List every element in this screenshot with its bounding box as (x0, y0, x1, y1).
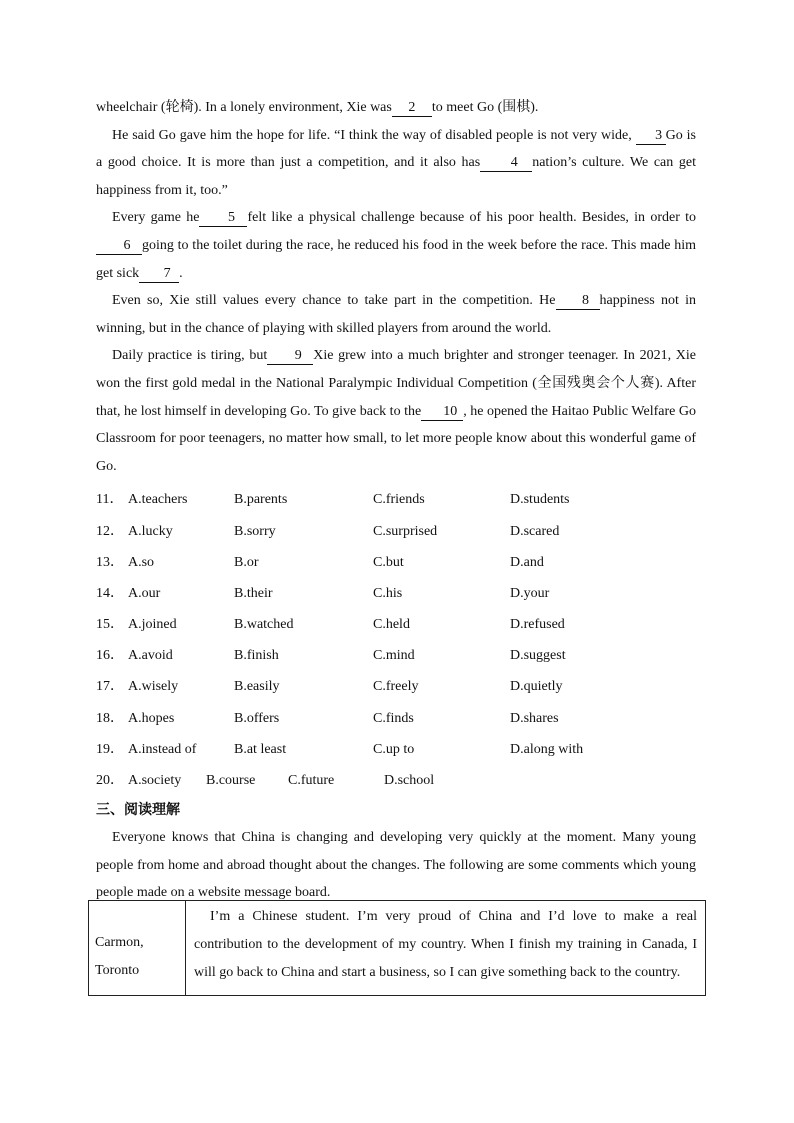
question-20 (96, 765, 696, 796)
p2-text-2: Go is a good choice. It is more than just a competition, and it also has (96, 127, 696, 171)
p1-text-2: to meet Go (围棋). (431, 100, 539, 115)
comments-table (88, 900, 706, 996)
passage-paragraph-1 (96, 94, 696, 122)
option-a: A.joined (128, 617, 177, 633)
option-c: C.future (288, 773, 335, 788)
option-b: B.easily (234, 679, 280, 695)
option-b: B.parents (234, 492, 288, 508)
option-d: D.students (510, 492, 570, 508)
option-d: D.and (510, 554, 544, 570)
p4-text-2: happiness not in winning, but in the chance of playing with skilled players from around the world. (96, 293, 697, 336)
question-number: 19． (96, 741, 124, 757)
p2-text-3: nation’s culture. We can get happiness from it, too.” (96, 155, 696, 198)
option-b: B.their (234, 585, 273, 601)
question-18 (96, 703, 696, 734)
option-d: D.quietly (510, 679, 563, 695)
question-number: 12． (96, 523, 124, 539)
passage-paragraph-5 (96, 342, 696, 480)
question-15 (96, 609, 696, 640)
option-b: B.finish (234, 648, 279, 664)
option-c: C.held (373, 617, 410, 633)
option-a: A.hopes (128, 710, 175, 726)
option-c: C.surprised (373, 523, 438, 539)
option-d: D.school (384, 773, 435, 788)
blank-9: 9 (267, 348, 313, 365)
p3-text-1: Every game he (112, 210, 200, 226)
option-a: A.avoid (128, 648, 173, 664)
p3-text-4: . (179, 265, 183, 281)
p5-text-1: Daily practice is tiring, but (112, 348, 268, 364)
comment-text (186, 901, 706, 996)
option-b: B.at least (234, 741, 287, 757)
option-b: B.sorry (234, 523, 276, 539)
option-b: B.or (234, 554, 259, 570)
blank-8: 8 (556, 293, 600, 310)
blank-6: 6 (96, 238, 142, 255)
option-d: D.along with (510, 741, 584, 757)
question-number: 15． (96, 617, 124, 633)
question-19 (96, 734, 696, 765)
option-a: A.wisely (128, 679, 179, 695)
commenter-name: Carmon, (95, 935, 144, 950)
question-number: 16． (96, 648, 124, 664)
answer-options (96, 484, 696, 796)
question-16 (96, 640, 696, 671)
p3-text-3: going to the toilet during the race, he reduced his food in the week before the race. This made him get sick (96, 237, 696, 281)
question-14 (96, 578, 696, 609)
question-number: 14． (96, 585, 124, 601)
reading-intro: Everyone knows that China is changing and developing very quickly at the moment. Many young people from home and abroad thought about the changes. The following are some comments which young people made on a website message board. (96, 830, 696, 901)
commenter-cell (89, 901, 186, 996)
option-d: D.suggest (510, 648, 566, 664)
question-17 (96, 671, 696, 702)
p5-text-3: , he opened the Haitao Public Welfare Go Classroom for poor teenagers, no matter how small, to let more people know about this wonderful game of Go. (96, 403, 696, 474)
p1-text-1: wheelchair (轮椅). In a lonely environment, Xie was (96, 100, 392, 115)
option-a: A.teachers (128, 492, 188, 508)
passage-paragraph-4 (96, 287, 696, 342)
question-number: 11． (96, 492, 124, 508)
option-a: A.lucky (128, 523, 173, 539)
p4-text-1: Even so, Xie still values every chance to take part in the competition. He (112, 293, 556, 309)
option-d: D.your (510, 585, 550, 601)
question-number: 18． (96, 710, 124, 726)
option-b: B.course (206, 773, 256, 788)
passage-paragraph-2 (96, 122, 696, 205)
option-a: A.instead of (128, 741, 197, 757)
question-number: 13． (96, 554, 124, 570)
question-13 (96, 547, 696, 578)
passage-paragraph-3 (96, 204, 696, 287)
option-d: D.scared (510, 523, 560, 539)
question-number: 20． (96, 773, 124, 788)
option-c: C.friends (373, 492, 425, 508)
p5-text-2: Xie grew into a much brighter and stronger teenager. In 2021, Xie won the first gold medal in the National Paralympic Individual Competition (全国残奥会个人赛). After that, he lost himself in developing Go. To give back to the (96, 348, 696, 419)
p3-text-2: felt like a physical challenge because of his poor health. Besides, in order to (247, 210, 696, 226)
document-page (96, 94, 696, 907)
question-12 (96, 516, 696, 547)
blank-4: 4 (480, 155, 532, 172)
option-c: C.up to (373, 741, 415, 757)
option-a: A.so (128, 554, 155, 570)
question-number: 17． (96, 679, 124, 695)
option-a: A.our (128, 585, 161, 601)
blank-2: 2 (392, 100, 432, 117)
option-b: B.watched (234, 617, 294, 633)
blank-3: 3 (636, 128, 666, 145)
comment-row (89, 901, 706, 996)
p2-text-1: He said Go gave him the hope for life. “I think the way of disabled people is not very wide, (112, 127, 632, 143)
option-c: C.freely (373, 679, 419, 695)
option-c: C.finds (373, 710, 414, 726)
blank-10: 10 (421, 404, 463, 421)
comment-body: I’m a Chinese student. I’m very proud of China and I’d love to make a real contribution to the development of my country. When I finish my training in Canada, I will go back to China and start a business, so I can give something back to the country. (194, 909, 697, 980)
blank-5: 5 (199, 210, 247, 227)
option-c: C.but (373, 554, 404, 570)
question-11 (96, 484, 696, 515)
option-d: D.refused (510, 617, 565, 633)
section-heading: 三、阅读理解 (96, 802, 180, 819)
option-d: D.shares (510, 710, 559, 726)
option-b: B.offers (234, 710, 280, 726)
option-a: A.society (128, 773, 182, 788)
blank-7: 7 (139, 266, 179, 283)
option-c: C.mind (373, 648, 415, 664)
option-c: C.his (373, 585, 403, 601)
commenter-city: Toronto (95, 963, 140, 978)
